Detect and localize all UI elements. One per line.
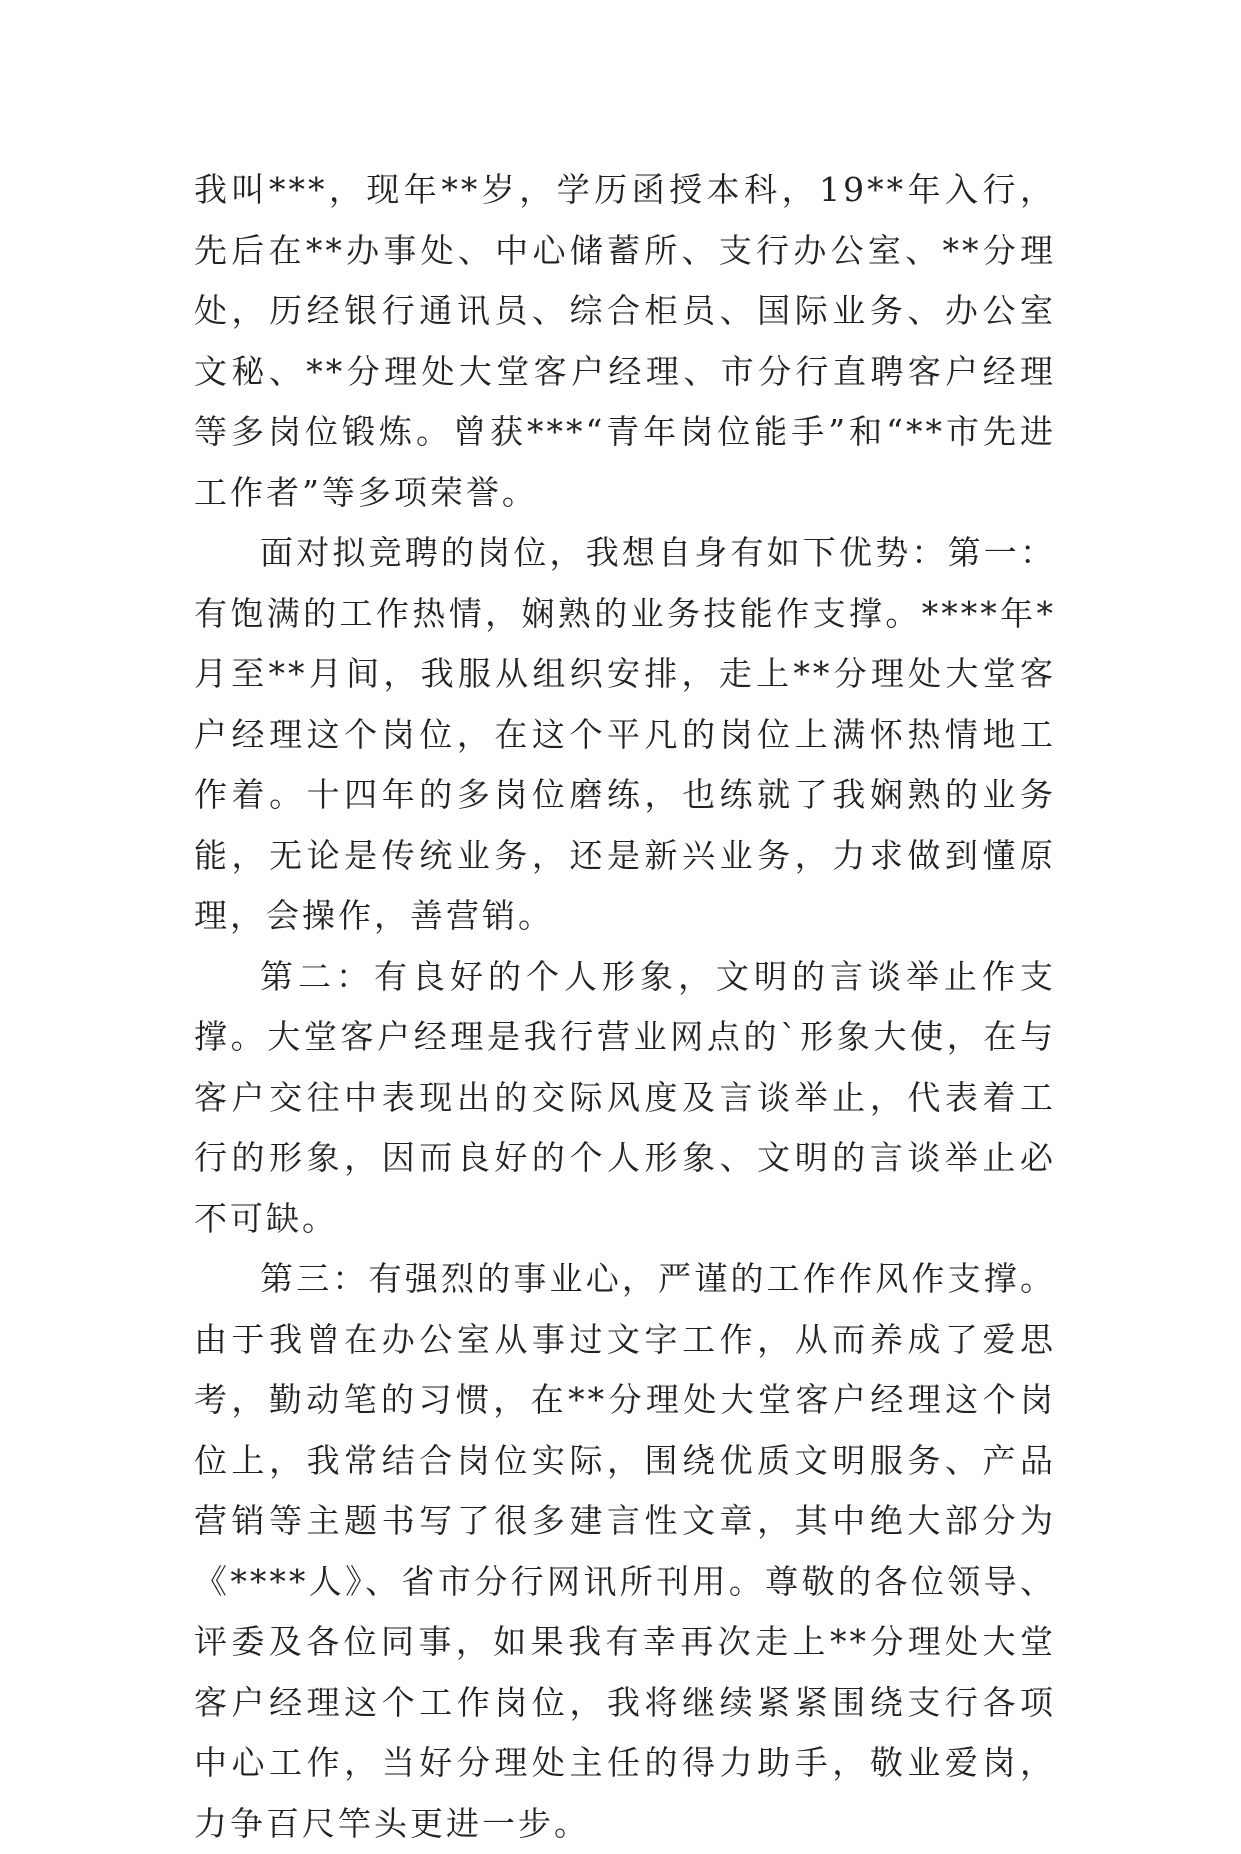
paragraph-advantage-1: 面对拟竞聘的岗位，我想自身有如下优势：第一：有饱满的工作热情，娴熟的业务技能作支撑。****年*月至**月间，我服从组织安排，走上**分理处大堂客户经理这个岗位，在这个平凡的岗位上满怀热情地工作着。十四年的多岗位磨练，也练就了我娴熟的业务能，无论是传统业务，还是新兴业务，力求做到懂原理，会操作，善营销。 [194,533,1056,935]
paragraph-advantage-2: 第二：有良好的个人形象，文明的言谈举止作支撑。大堂客户经理是我行营业网点的`形象大使，在与客户交往中表现出的交际风度及言谈举止，代表着工行的形象，因而良好的个人形象、文明的言谈举止必不可缺。 [194,956,1056,1238]
document-body [194,160,1056,1854]
paragraph-intro: 我叫***，现年**岁，学历函授本科，19**年入行，先后在**办事处、中心储蓄所、支行办公室、**分理处，历经银行通讯员、综合柜员、国际业务、办公室文秘、**分理处大堂客户经理、市分行直聘客户经理等多岗位锻炼。曾获***“青年岗位能手”和“**市先进工作者”等多项荣誉。 [194,170,1056,512]
paragraph-advantage-3: 第三：有强烈的事业心，严谨的工作作风作支撑。由于我曾在办公室从事过文字工作，从而养成了爱思考，勤动笔的习惯，在**分理处大堂客户经理这个岗位上，我常结合岗位实际，围绕优质文明服务、产品营销等主题书写了很多建言性文章，其中绝大部分为《****人》、省市分行网讯所刊用。尊敬的各位领导、评委及各位同事，如果我有幸再次走上**分理处大堂客户经理这个工作岗位，我将继续紧紧围绕支行各项中心工作，当好分理处主任的得力助手，敬业爱岗，力争百尺竿头更进一步。 [194,1259,1056,1843]
